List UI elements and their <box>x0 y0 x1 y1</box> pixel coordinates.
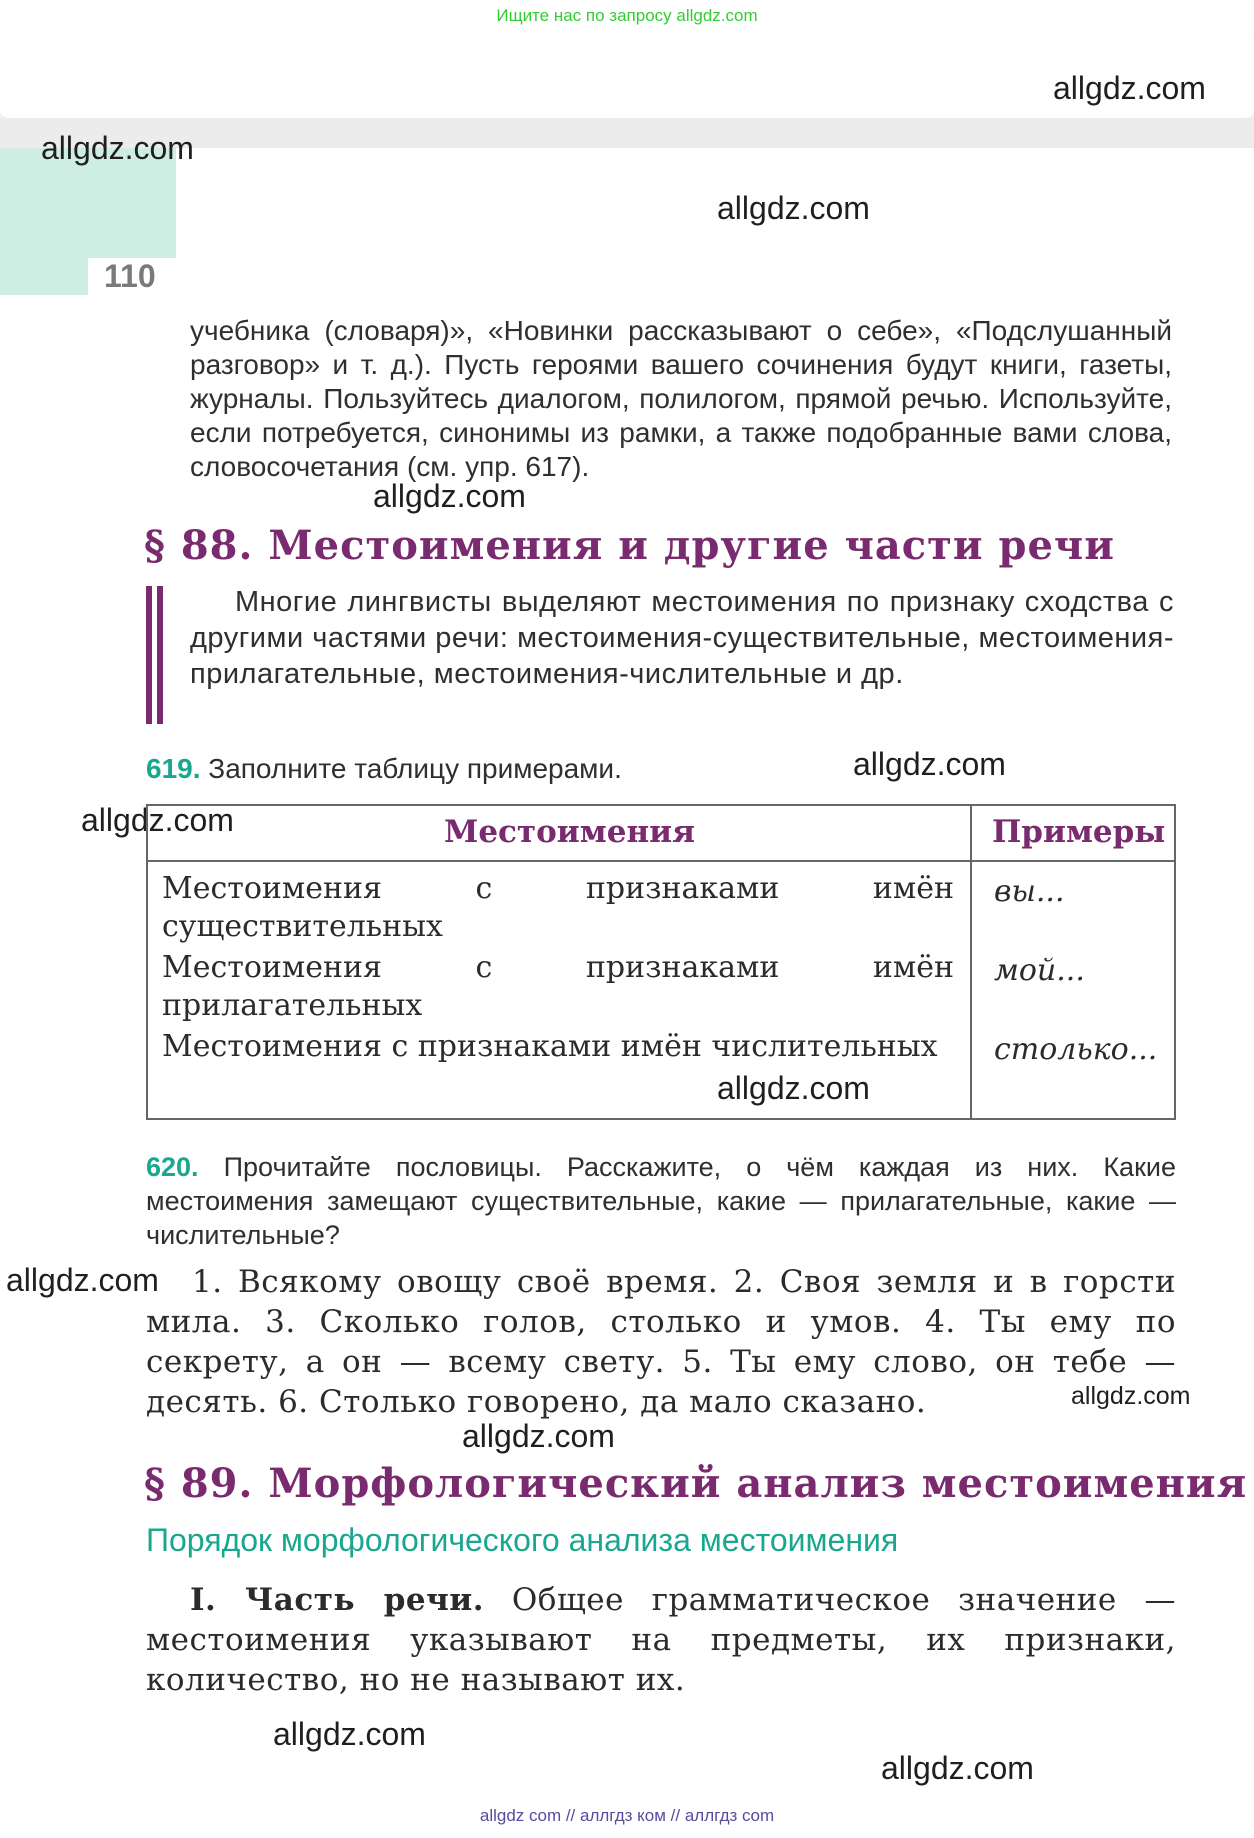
watermark: allgdz.com <box>462 1418 615 1454</box>
watermark: allgdz.com <box>373 478 526 514</box>
exercise-619 <box>146 752 622 786</box>
table-cell-type: Местоимения с признаками имён числительных <box>162 1029 938 1064</box>
watermark: allgdz.com <box>41 130 194 166</box>
table-header-examples: Примеры <box>992 814 1166 850</box>
watermark: allgdz.com <box>717 1070 870 1106</box>
exercise-task: Заполните таблицу примерами. <box>208 753 622 784</box>
watermark: allgdz.com <box>881 1750 1034 1786</box>
analysis-point-text: Общее грамматическое значение — местоимения указывают на предметы, их признаки, количество, но не называют их. <box>146 1582 1176 1698</box>
watermark: allgdz.com <box>1053 70 1206 106</box>
watermark: allgdz.com <box>853 746 1006 782</box>
watermark: allgdz.com <box>81 802 234 838</box>
page-number: 110 <box>104 258 156 294</box>
watermark: allgdz.com <box>6 1262 159 1298</box>
exercise-number: 619. <box>146 753 201 784</box>
table-header-pronouns: Местоимения <box>444 814 696 850</box>
watermark: allgdz.com <box>273 1716 426 1752</box>
proverbs-list: 1. Всякому овощу своё время. 2. Своя земля и в горсти мила. 3. Сколько голов, столько и умов. 4. Ты ему по секрету, а он — всему свету. 5. Ты ему слово, он тебе — десять. 6. Столько говорено, да мало сказано. <box>146 1264 1176 1420</box>
exercise-task: Прочитайте пословицы. Расскажите, о чём каждая из них. Какие местоимения замещают существительные, какие — прилагательные, какие — числительные? <box>146 1152 1176 1250</box>
table-cell-example: вы... <box>994 874 1065 909</box>
footer-links: allgdz com // аллгдз ком // аллгдз com <box>479 1806 775 1825</box>
page-corner-decoration-tab <box>0 255 88 295</box>
section-88-rule: Многие лингвисты выделяют местоимения по признаку сходства с другими частями речи: местоимения-существительные, местоимения-прилагательные, местоимения-числительные и др. <box>190 586 1174 690</box>
table-column-divider <box>970 806 972 1118</box>
rule-bar <box>146 586 152 724</box>
intro-paragraph: учебника (словаря)», «Новинки рассказывают о себе», «Подслушанный разговор» и т. д.). Пусть героями вашего сочинения будут книги, газеты, журналы. Пользуйтесь диалогом, полилогом, прямой речью. Используйте, если потребуется, синонимы из рамки, а также подобранные вами слова, словосочетания (см. упр. 617). <box>190 315 1172 482</box>
section-89-title: § 89. Морфологический анализ местоимения <box>144 1460 1248 1507</box>
exercise-620 <box>146 1150 1176 1252</box>
top-banner-text: Ищите нас по запросу allgdz.com <box>496 6 758 25</box>
section-89-subtitle: Порядок морфологического анализа местоимения <box>146 1522 899 1558</box>
table-cell-example: мой... <box>994 953 1085 988</box>
section-88-title: § 88. Местоимения и другие части речи <box>144 522 1115 569</box>
analysis-point-1 <box>146 1580 1176 1700</box>
analysis-point-label: I. Часть речи. <box>190 1582 485 1618</box>
watermark: allgdz.com <box>1071 1382 1191 1410</box>
table-cell-type: Местоимения с признаками имён существительных <box>162 871 954 944</box>
watermark: allgdz.com <box>717 190 870 226</box>
table-cell-example: столько... <box>994 1032 1158 1067</box>
pronoun-table <box>146 804 1176 1120</box>
table-cell-type: Местоимения с признаками имён прилагательных <box>162 950 954 1023</box>
exercise-number: 620. <box>146 1152 199 1182</box>
rule-bar <box>157 586 163 724</box>
